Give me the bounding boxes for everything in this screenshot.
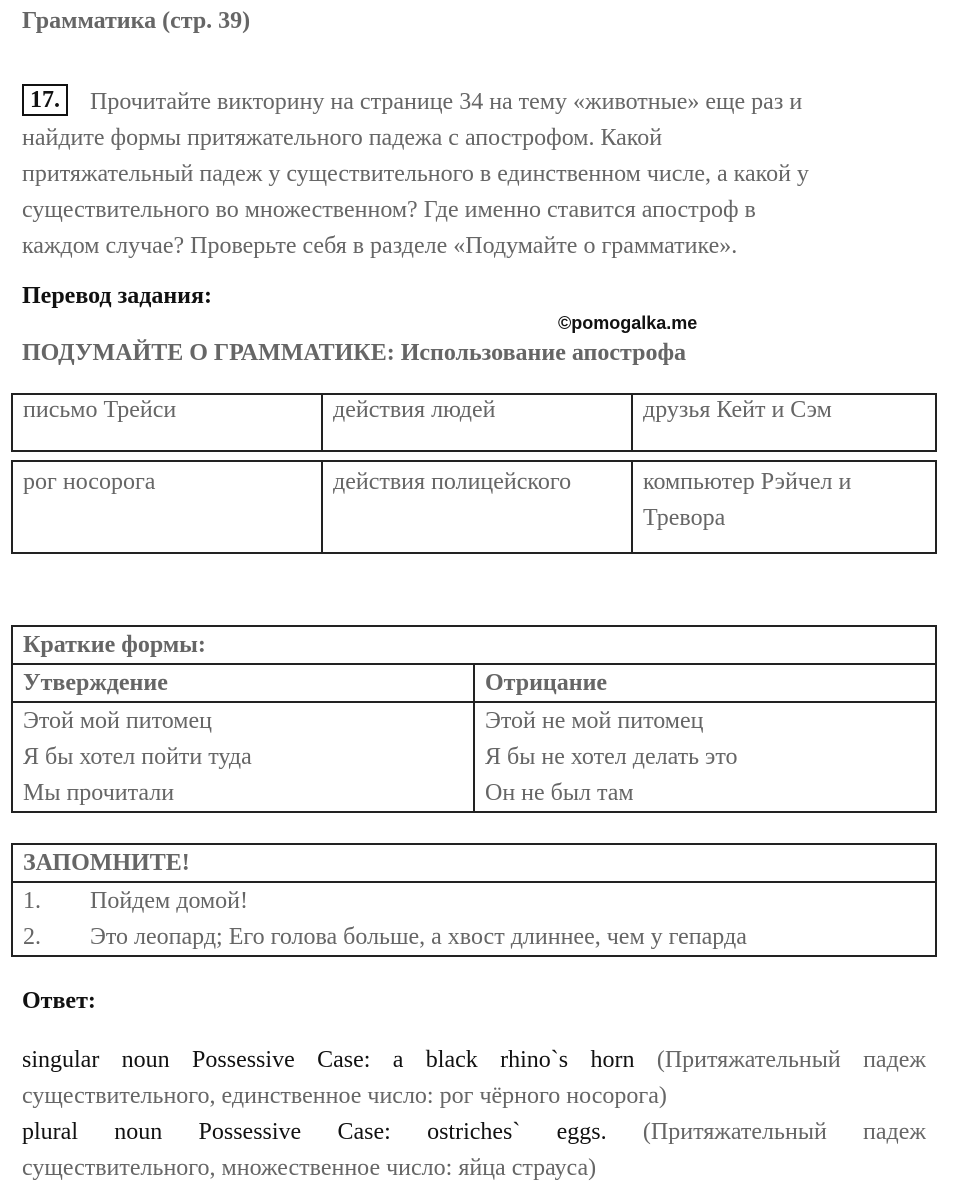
answer-line-3 (22, 1114, 926, 1150)
short-forms-title: Краткие формы: (12, 626, 936, 664)
answer-line-1 (22, 1042, 926, 1078)
table-row (12, 394, 936, 451)
answer-text (22, 1042, 926, 1186)
example-cell: письмо Трейси (12, 394, 322, 451)
table-row (12, 882, 936, 956)
example-cell: друзья Кейт и Сэм (632, 394, 936, 451)
task-line-2: найдите формы притяжательного падежа с апострофом. Какой (22, 125, 663, 151)
list-item: Он не был там (485, 780, 634, 806)
task-number-badge: 17. (22, 84, 68, 116)
item-number: 2. (23, 924, 41, 950)
answer-plural-en: plural noun Possessive Case: ostriches` eggs. (22, 1119, 607, 1145)
list-item (23, 883, 925, 919)
remember-items (12, 882, 936, 956)
answer-singular-ru: (Притяжательный падеж (656, 1047, 927, 1073)
translation-heading: Перевод задания: (22, 283, 212, 309)
negative-header: Отрицание (474, 664, 936, 702)
item-text: Пойдем домой! (90, 888, 249, 914)
answer-line-4: существительного, множественное число: яйца страуса) (22, 1155, 597, 1181)
short-forms-table (11, 625, 937, 813)
task-line-1 (22, 84, 922, 120)
examples-table-row-1 (11, 393, 937, 452)
task-line-5: каждом случае? Проверьте себя в разделе «Подумайте о грамматике». (22, 233, 738, 259)
list-item: Этой не мой питомец (485, 708, 704, 734)
answer-plural-ru: (Притяжательный падеж (642, 1119, 927, 1145)
example-cell: рог носорога (12, 461, 322, 553)
remember-box (11, 843, 937, 957)
table-row (12, 844, 936, 882)
list-item: Я бы хотел пойти туда (23, 744, 252, 770)
table-row (12, 461, 936, 553)
item-number: 1. (23, 888, 41, 914)
example-cell: действия людей (322, 394, 632, 451)
table-row (12, 626, 936, 664)
list-item (23, 919, 925, 955)
table-row (12, 702, 936, 812)
table-row (12, 664, 936, 702)
examples-table-row-2 (11, 460, 937, 554)
example-cell: действия полицейского (322, 461, 632, 553)
task-text (22, 84, 922, 264)
task-line-3: притяжательный падеж у существительного в единственном числе, а какой у (22, 161, 809, 187)
watermark-text: ©pomogalka.me (558, 313, 698, 333)
item-text: Это леопард; Его голова больше, а хвост длиннее, чем у гепарда (90, 924, 747, 950)
task-line-1-text: Прочитайте викторину на странице 34 на тему «животные» еще раз и (90, 89, 803, 115)
list-item: Мы прочитали (23, 780, 175, 806)
task-line-4: существительного во множественном? Где именно ставится апостроф в (22, 197, 756, 223)
answer-heading: Ответ: (22, 988, 96, 1014)
page-title: Грамматика (стр. 39) (22, 8, 251, 34)
answer-line-2: существительного, единственное число: рог чёрного носорога) (22, 1083, 667, 1109)
remember-title: ЗАПОМНИТЕ! (12, 844, 936, 882)
grammar-section-heading: ПОДУМАЙТЕ О ГРАММАТИКЕ: Использование апострофа (22, 340, 687, 366)
affirmative-cell (12, 702, 474, 812)
negative-cell (474, 702, 936, 812)
affirmative-header: Утверждение (12, 664, 474, 702)
list-item: Этой мой питомец (23, 708, 212, 734)
example-cell: компьютер Рэйчел и Тревора (632, 461, 936, 553)
list-item: Я бы не хотел делать это (485, 744, 738, 770)
answer-singular-en: singular noun Possessive Case: a black rhino`s horn (22, 1047, 635, 1073)
